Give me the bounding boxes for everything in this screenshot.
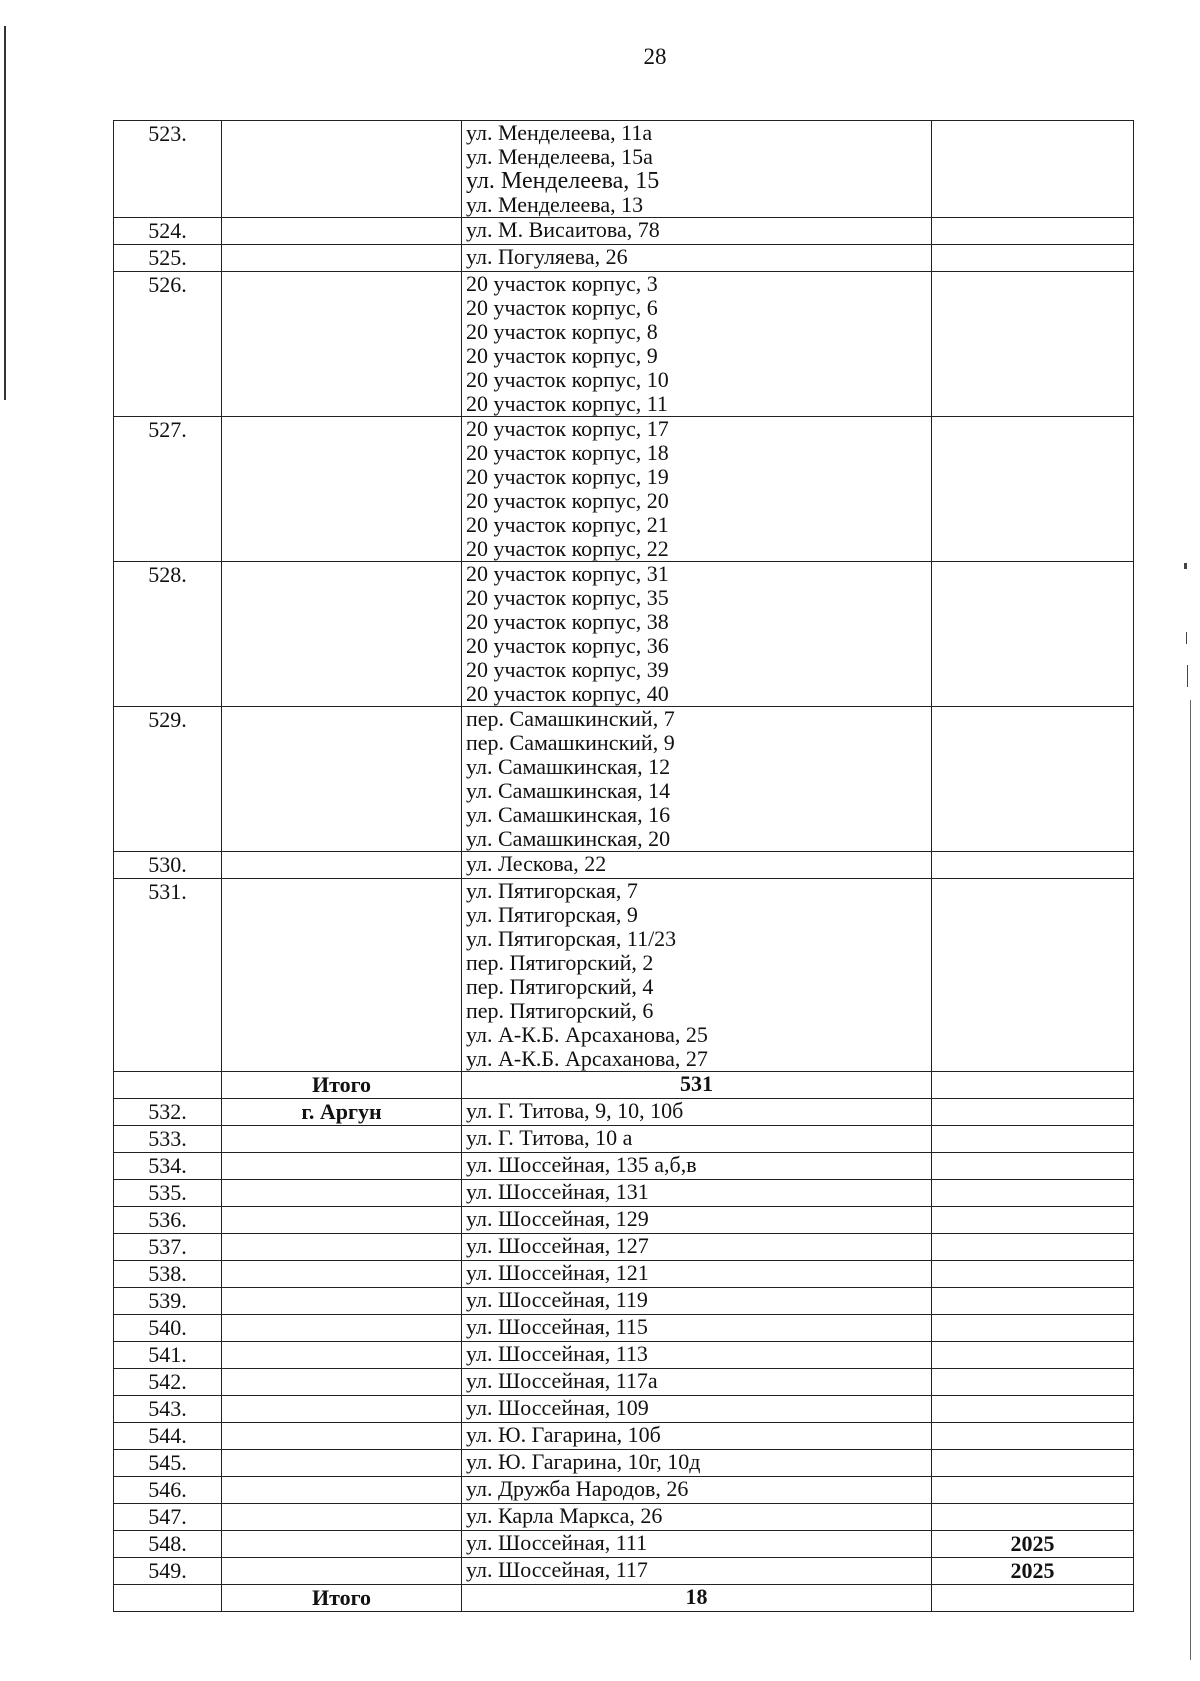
address-line: ул. Шоссейная, 127 [466, 1233, 649, 1258]
table-row [114, 121, 1134, 218]
address-line: ул. Шоссейная, 131 [466, 1179, 649, 1204]
year-cell [932, 245, 1134, 272]
scan-speck [1184, 563, 1187, 569]
location-name [222, 1450, 462, 1477]
address-line: 20 участок корпус, 40 [466, 681, 669, 706]
year-cell [932, 1261, 1134, 1288]
row-number: 532. [114, 1099, 222, 1126]
location-name [222, 1126, 462, 1153]
location-name [222, 218, 462, 245]
year-cell [932, 1450, 1134, 1477]
address-cell [462, 245, 932, 272]
table-body [114, 121, 1134, 1612]
address-line: 20 участок корпус, 21 [466, 512, 669, 537]
location-name [222, 1315, 462, 1342]
address-cell [462, 562, 932, 707]
row-number [114, 1072, 222, 1099]
address-line: ул. Шоссейная, 129 [466, 1206, 649, 1231]
row-number: 530. [114, 852, 222, 879]
year-cell [932, 1342, 1134, 1369]
table-row [114, 417, 1134, 562]
location-name [222, 272, 462, 417]
address-line: 20 участок корпус, 19 [466, 464, 669, 489]
table-row [114, 218, 1134, 245]
row-number: 531. [114, 879, 222, 1072]
year-cell [932, 1180, 1134, 1207]
row-number: 542. [114, 1369, 222, 1396]
location-name [222, 707, 462, 852]
row-number: 526. [114, 272, 222, 417]
row-number: 547. [114, 1504, 222, 1531]
location-name [222, 879, 462, 1072]
location-name [222, 1477, 462, 1504]
address-line: ул. Шоссейная, 115 [466, 1314, 648, 1339]
table-row [114, 879, 1134, 1072]
address-cell [462, 1180, 932, 1207]
address-line: ул. Пятигорская, 11/23 [466, 926, 677, 951]
address-line: ул. Самашкинская, 20 [466, 826, 671, 851]
year-cell: 2025 [932, 1531, 1134, 1558]
address-cell [462, 1477, 932, 1504]
year-cell [932, 1207, 1134, 1234]
row-number: 527. [114, 417, 222, 562]
table-row [114, 1396, 1134, 1423]
address-line: 20 участок корпус, 9 [466, 343, 658, 368]
scan-edge-line-right [1190, 700, 1191, 1660]
address-registry-table [113, 120, 1134, 1612]
row-number: 525. [114, 245, 222, 272]
address-line: ул. А-К.Б. Арсаханова, 27 [466, 1046, 708, 1071]
location-name [222, 1234, 462, 1261]
location-name [222, 1153, 462, 1180]
year-cell [932, 1396, 1134, 1423]
location-name [222, 1558, 462, 1585]
year-cell [932, 1423, 1134, 1450]
year-cell [932, 1288, 1134, 1315]
address-line: ул. Погуляева, 26 [466, 244, 628, 269]
table-row [114, 1423, 1134, 1450]
row-number: 545. [114, 1450, 222, 1477]
address-line: 20 участок корпус, 3 [466, 271, 658, 296]
address-cell [462, 1234, 932, 1261]
year-cell [932, 707, 1134, 852]
address-cell [462, 1504, 932, 1531]
address-line: 20 участок корпус, 11 [466, 391, 668, 416]
location-name [222, 1342, 462, 1369]
address-cell [462, 1423, 932, 1450]
address-cell [462, 1450, 932, 1477]
location-name [222, 852, 462, 879]
scan-speck [1186, 632, 1187, 644]
location-name [222, 1288, 462, 1315]
year-cell [932, 852, 1134, 879]
table-row [114, 1342, 1134, 1369]
scan-edge-line [4, 26, 6, 400]
table-row [114, 1180, 1134, 1207]
location-name [222, 1396, 462, 1423]
address-line: ул. Лескова, 22 [466, 851, 607, 876]
table-row [114, 1504, 1134, 1531]
table-row [114, 1315, 1134, 1342]
address-line: ул. Самашкинская, 12 [466, 754, 671, 779]
row-number: 536. [114, 1207, 222, 1234]
row-number: 546. [114, 1477, 222, 1504]
year-cell [932, 1099, 1134, 1126]
total-value: 531 [680, 1071, 713, 1096]
table-row [114, 1369, 1134, 1396]
table-row [114, 852, 1134, 879]
year-cell [932, 879, 1134, 1072]
location-name [222, 1531, 462, 1558]
total-count [462, 1585, 932, 1612]
address-line: ул. Менделеева, 15а [466, 144, 653, 169]
row-number [114, 1585, 222, 1612]
address-line: 20 участок корпус, 35 [466, 585, 669, 610]
address-cell [462, 1153, 932, 1180]
scan-speck [1187, 665, 1188, 687]
location-name [222, 121, 462, 218]
address-line: 20 участок корпус, 18 [466, 440, 669, 465]
address-line: 20 участок корпус, 39 [466, 657, 669, 682]
address-cell [462, 1315, 932, 1342]
address-line: ул. Г. Титова, 9, 10, 10б [466, 1098, 684, 1123]
year-cell [932, 121, 1134, 218]
row-number: 548. [114, 1531, 222, 1558]
total-value: 18 [685, 1584, 708, 1609]
year-cell [932, 272, 1134, 417]
year-cell [932, 1234, 1134, 1261]
address-cell [462, 1207, 932, 1234]
location-name [222, 1261, 462, 1288]
address-cell [462, 879, 932, 1072]
address-line: ул. Ю. Гагарина, 10б [466, 1422, 661, 1447]
address-line: ул. Шоссейная, 121 [466, 1260, 649, 1285]
location-name [222, 1207, 462, 1234]
table-row [114, 1477, 1134, 1504]
total-row [114, 1072, 1134, 1099]
location-name [222, 1180, 462, 1207]
year-cell [932, 562, 1134, 707]
year-cell [932, 1315, 1134, 1342]
location-name [222, 417, 462, 562]
address-line: пер. Самашкинский, 7 [466, 706, 675, 731]
address-line: пер. Пятигорский, 6 [466, 998, 654, 1023]
table-row [114, 1288, 1134, 1315]
address-line: 20 участок корпус, 8 [466, 319, 658, 344]
row-number: 534. [114, 1153, 222, 1180]
row-number: 538. [114, 1261, 222, 1288]
row-number: 523. [114, 121, 222, 218]
row-number: 535. [114, 1180, 222, 1207]
table-row [114, 1558, 1134, 1585]
year-cell [932, 1126, 1134, 1153]
location-name [222, 1504, 462, 1531]
table-row [114, 1099, 1134, 1126]
row-number: 541. [114, 1342, 222, 1369]
address-line: ул. Шоссейная, 117 [466, 1557, 648, 1582]
row-number: 524. [114, 218, 222, 245]
address-line: ул. Дружба Народов, 26 [466, 1476, 689, 1501]
address-line: 20 участок корпус, 6 [466, 295, 658, 320]
address-cell [462, 1342, 932, 1369]
table-row [114, 1126, 1134, 1153]
address-cell [462, 1126, 932, 1153]
year-cell: 2025 [932, 1558, 1134, 1585]
address-cell [462, 1099, 932, 1126]
row-number: 533. [114, 1126, 222, 1153]
address-cell [462, 1531, 932, 1558]
total-count [462, 1072, 932, 1099]
address-line: пер. Пятигорский, 4 [466, 974, 654, 999]
address-cell [462, 417, 932, 562]
year-cell [932, 417, 1134, 562]
address-line: 20 участок корпус, 36 [466, 633, 669, 658]
location-name [222, 1423, 462, 1450]
row-number: 544. [114, 1423, 222, 1450]
table-row [114, 1531, 1134, 1558]
total-label: Итого [222, 1072, 462, 1099]
address-line: ул. Пятигорская, 7 [466, 878, 638, 903]
table-row [114, 1450, 1134, 1477]
location-name [222, 245, 462, 272]
address-cell [462, 707, 932, 852]
table-row [114, 562, 1134, 707]
address-cell [462, 1369, 932, 1396]
address-line: ул. Шоссейная, 117а [466, 1368, 658, 1393]
address-line: ул. Шоссейная, 109 [466, 1395, 649, 1420]
address-line: ул. Шоссейная, 111 [466, 1530, 648, 1555]
table-row [114, 1261, 1134, 1288]
table-row [114, 245, 1134, 272]
address-cell [462, 272, 932, 417]
location-name: г. Аргун [222, 1099, 462, 1126]
address-line: ул. Самашкинская, 14 [466, 778, 671, 803]
address-line: ул. Менделеева, 11а [466, 120, 653, 145]
address-line: 20 участок корпус, 22 [466, 536, 669, 561]
year-cell [932, 1369, 1134, 1396]
table-row [114, 272, 1134, 417]
location-name [222, 1369, 462, 1396]
address-line: ул. М. Висаитова, 78 [466, 217, 660, 242]
address-line: 20 участок корпус, 20 [466, 488, 669, 513]
address-line: ул. Ю. Гагарина, 10г, 10д [466, 1449, 701, 1474]
address-line: ул. Менделеева, 13 [466, 192, 644, 217]
address-line: пер. Пятигорский, 2 [466, 950, 654, 975]
address-line: ул. Шоссейная, 113 [466, 1341, 648, 1366]
year-cell [932, 1504, 1134, 1531]
address-line: ул. А-К.Б. Арсаханова, 25 [466, 1022, 708, 1047]
address-line: ул. Шоссейная, 119 [466, 1287, 648, 1312]
address-cell [462, 1396, 932, 1423]
address-line: 20 участок корпус, 38 [466, 609, 669, 634]
address-line: 20 участок корпус, 10 [466, 367, 669, 392]
address-cell [462, 1288, 932, 1315]
table-row [114, 1234, 1134, 1261]
address-line: ул. Г. Титова, 10 а [466, 1125, 633, 1150]
address-cell [462, 218, 932, 245]
address-line: 20 участок корпус, 31 [466, 561, 669, 586]
row-number: 528. [114, 562, 222, 707]
address-cell [462, 121, 932, 218]
address-line: ул. Самашкинская, 16 [466, 802, 671, 827]
row-number: 537. [114, 1234, 222, 1261]
address-cell [462, 852, 932, 879]
row-number: 543. [114, 1396, 222, 1423]
address-line: ул. Шоссейная, 135 а,б,в [466, 1152, 697, 1177]
address-line: пер. Самашкинский, 9 [466, 730, 675, 755]
row-number: 549. [114, 1558, 222, 1585]
row-number: 539. [114, 1288, 222, 1315]
row-number: 540. [114, 1315, 222, 1342]
year-cell [932, 1153, 1134, 1180]
address-line: ул. Пятигорская, 9 [466, 902, 638, 927]
year-cell [932, 1072, 1134, 1099]
year-cell [932, 1477, 1134, 1504]
total-row [114, 1585, 1134, 1612]
address-line: ул. Менделеева, 15 [466, 168, 660, 194]
location-name [222, 562, 462, 707]
table-row [114, 707, 1134, 852]
address-cell [462, 1261, 932, 1288]
address-line: 20 участок корпус, 17 [466, 416, 669, 441]
year-cell [932, 1585, 1134, 1612]
row-number: 529. [114, 707, 222, 852]
year-cell [932, 218, 1134, 245]
total-label: Итого [222, 1585, 462, 1612]
table-row [114, 1153, 1134, 1180]
table-row [114, 1207, 1134, 1234]
address-line: ул. Карла Маркса, 26 [466, 1503, 663, 1528]
address-cell [462, 1558, 932, 1585]
page-number: 28 [643, 44, 667, 69]
